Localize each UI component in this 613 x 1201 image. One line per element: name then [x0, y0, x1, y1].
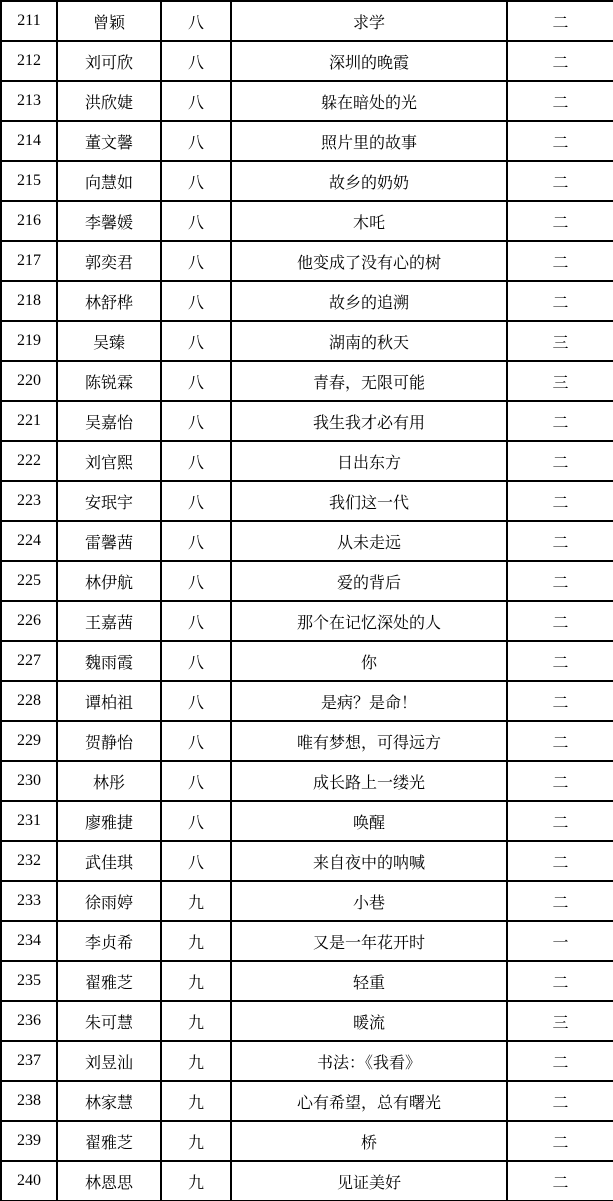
cell-number: 227 [1, 641, 57, 681]
cell-rank: 二 [507, 1081, 613, 1121]
table-row [1, 1001, 613, 1041]
table-row [1, 521, 613, 561]
cell-number: 224 [1, 521, 57, 561]
cell-rank: 二 [507, 121, 613, 161]
cell-title: 见证美好 [231, 1161, 507, 1201]
cell-title: 木吒 [231, 201, 507, 241]
cell-rank: 二 [507, 1, 613, 41]
cell-title: 唤醒 [231, 801, 507, 841]
cell-number: 216 [1, 201, 57, 241]
table-row [1, 41, 613, 81]
cell-grade: 九 [161, 1001, 231, 1041]
cell-rank: 二 [507, 401, 613, 441]
cell-grade: 八 [161, 641, 231, 681]
cell-name: 王嘉茜 [57, 601, 161, 641]
table-row [1, 681, 613, 721]
cell-name: 翟雅芝 [57, 1121, 161, 1161]
cell-grade: 八 [161, 1, 231, 41]
cell-rank: 二 [507, 281, 613, 321]
cell-title: 小巷 [231, 881, 507, 921]
cell-title: 我们这一代 [231, 481, 507, 521]
cell-rank: 二 [507, 1121, 613, 1161]
cell-number: 233 [1, 881, 57, 921]
cell-number: 217 [1, 241, 57, 281]
cell-grade: 九 [161, 1081, 231, 1121]
cell-grade: 八 [161, 441, 231, 481]
cell-number: 218 [1, 281, 57, 321]
cell-title: 湖南的秋天 [231, 321, 507, 361]
cell-title: 心有希望，总有曙光 [231, 1081, 507, 1121]
cell-number: 223 [1, 481, 57, 521]
cell-grade: 九 [161, 1161, 231, 1201]
table-row [1, 441, 613, 481]
cell-number: 226 [1, 601, 57, 641]
cell-rank: 二 [507, 1041, 613, 1081]
cell-rank: 二 [507, 521, 613, 561]
cell-rank: 三 [507, 361, 613, 401]
cell-title: 成长路上一缕光 [231, 761, 507, 801]
cell-number: 225 [1, 561, 57, 601]
cell-grade: 九 [161, 1041, 231, 1081]
cell-number: 231 [1, 801, 57, 841]
cell-rank: 二 [507, 441, 613, 481]
cell-name: 贺静怡 [57, 721, 161, 761]
cell-name: 林家慧 [57, 1081, 161, 1121]
cell-name: 刘可欣 [57, 41, 161, 81]
table-row [1, 881, 613, 921]
table-row [1, 801, 613, 841]
cell-name: 林恩思 [57, 1161, 161, 1201]
cell-grade: 九 [161, 921, 231, 961]
cell-grade: 九 [161, 1121, 231, 1161]
cell-title: 从未走远 [231, 521, 507, 561]
cell-name: 魏雨霞 [57, 641, 161, 681]
cell-rank: 二 [507, 681, 613, 721]
cell-name: 翟雅芝 [57, 961, 161, 1001]
cell-name: 安珉宇 [57, 481, 161, 521]
cell-grade: 八 [161, 521, 231, 561]
cell-grade: 八 [161, 321, 231, 361]
cell-name: 曾颖 [57, 1, 161, 41]
table-row [1, 481, 613, 521]
cell-name: 徐雨婷 [57, 881, 161, 921]
table-row [1, 1081, 613, 1121]
cell-number: 219 [1, 321, 57, 361]
cell-number: 234 [1, 921, 57, 961]
cell-title: 躲在暗处的光 [231, 81, 507, 121]
table-row [1, 1, 613, 41]
cell-name: 吴嘉怡 [57, 401, 161, 441]
cell-grade: 九 [161, 961, 231, 1001]
cell-rank: 二 [507, 761, 613, 801]
cell-rank: 二 [507, 161, 613, 201]
cell-title: 那个在记忆深处的人 [231, 601, 507, 641]
cell-number: 237 [1, 1041, 57, 1081]
cell-title: 我生我才必有用 [231, 401, 507, 441]
cell-title: 爱的背后 [231, 561, 507, 601]
cell-title: 轻重 [231, 961, 507, 1001]
cell-grade: 八 [161, 201, 231, 241]
cell-number: 240 [1, 1161, 57, 1201]
cell-number: 230 [1, 761, 57, 801]
table-row [1, 561, 613, 601]
table-row [1, 1041, 613, 1081]
cell-title: 桥 [231, 1121, 507, 1161]
cell-name: 林伊航 [57, 561, 161, 601]
table-row [1, 281, 613, 321]
cell-grade: 八 [161, 401, 231, 441]
cell-grade: 八 [161, 721, 231, 761]
cell-name: 林舒桦 [57, 281, 161, 321]
table-row [1, 1121, 613, 1161]
cell-rank: 三 [507, 321, 613, 361]
cell-rank: 二 [507, 201, 613, 241]
cell-grade: 八 [161, 601, 231, 641]
cell-grade: 八 [161, 241, 231, 281]
table-row [1, 161, 613, 201]
cell-title: 深圳的晚霞 [231, 41, 507, 81]
table-row [1, 961, 613, 1001]
cell-rank: 二 [507, 1161, 613, 1201]
cell-title: 故乡的追溯 [231, 281, 507, 321]
cell-number: 238 [1, 1081, 57, 1121]
cell-rank: 二 [507, 961, 613, 1001]
cell-title: 日出东方 [231, 441, 507, 481]
table-row [1, 841, 613, 881]
cell-grade: 八 [161, 561, 231, 601]
cell-number: 220 [1, 361, 57, 401]
table-row [1, 921, 613, 961]
cell-title: 照片里的故事 [231, 121, 507, 161]
cell-number: 232 [1, 841, 57, 881]
cell-name: 吴臻 [57, 321, 161, 361]
cell-rank: 三 [507, 1001, 613, 1041]
cell-title: 是病？是命！ [231, 681, 507, 721]
cell-name: 刘昱汕 [57, 1041, 161, 1081]
table-row [1, 241, 613, 281]
cell-name: 李贞希 [57, 921, 161, 961]
cell-grade: 八 [161, 801, 231, 841]
cell-name: 朱可慧 [57, 1001, 161, 1041]
table-row [1, 121, 613, 161]
cell-rank: 二 [507, 481, 613, 521]
cell-number: 212 [1, 41, 57, 81]
cell-name: 向慧如 [57, 161, 161, 201]
cell-title: 来自夜中的呐喊 [231, 841, 507, 881]
cell-number: 228 [1, 681, 57, 721]
cell-number: 213 [1, 81, 57, 121]
table-row [1, 321, 613, 361]
cell-rank: 一 [507, 921, 613, 961]
table-row [1, 761, 613, 801]
cell-rank: 二 [507, 881, 613, 921]
cell-number: 215 [1, 161, 57, 201]
cell-number: 235 [1, 961, 57, 1001]
cell-title: 书法：《我看》 [231, 1041, 507, 1081]
table-row [1, 601, 613, 641]
cell-grade: 八 [161, 121, 231, 161]
cell-grade: 八 [161, 481, 231, 521]
cell-number: 221 [1, 401, 57, 441]
cell-grade: 八 [161, 41, 231, 81]
cell-rank: 二 [507, 721, 613, 761]
cell-rank: 二 [507, 561, 613, 601]
cell-rank: 二 [507, 601, 613, 641]
cell-number: 229 [1, 721, 57, 761]
cell-number: 211 [1, 1, 57, 41]
cell-grade: 八 [161, 681, 231, 721]
cell-grade: 九 [161, 881, 231, 921]
cell-name: 谭柏祖 [57, 681, 161, 721]
cell-grade: 八 [161, 281, 231, 321]
cell-title: 你 [231, 641, 507, 681]
cell-title: 暖流 [231, 1001, 507, 1041]
cell-name: 李馨媛 [57, 201, 161, 241]
cell-name: 刘官熙 [57, 441, 161, 481]
table-row [1, 361, 613, 401]
cell-number: 236 [1, 1001, 57, 1041]
cell-name: 洪欣婕 [57, 81, 161, 121]
table-row [1, 721, 613, 761]
cell-title: 又是一年花开时 [231, 921, 507, 961]
cell-title: 故乡的奶奶 [231, 161, 507, 201]
cell-name: 雷馨茜 [57, 521, 161, 561]
cell-title: 他变成了没有心的树 [231, 241, 507, 281]
cell-rank: 二 [507, 81, 613, 121]
cell-number: 214 [1, 121, 57, 161]
cell-title: 青春，无限可能 [231, 361, 507, 401]
cell-grade: 八 [161, 761, 231, 801]
cell-name: 陈锐霖 [57, 361, 161, 401]
cell-rank: 二 [507, 641, 613, 681]
cell-grade: 八 [161, 161, 231, 201]
cell-title: 唯有梦想，可得远方 [231, 721, 507, 761]
cell-name: 武佳琪 [57, 841, 161, 881]
cell-name: 林彤 [57, 761, 161, 801]
table-row [1, 401, 613, 441]
table-body [1, 1, 613, 1201]
table-row [1, 1161, 613, 1201]
cell-rank: 二 [507, 41, 613, 81]
cell-name: 董文馨 [57, 121, 161, 161]
cell-grade: 八 [161, 81, 231, 121]
table-row [1, 201, 613, 241]
cell-grade: 八 [161, 841, 231, 881]
cell-name: 廖雅捷 [57, 801, 161, 841]
cell-grade: 八 [161, 361, 231, 401]
cell-rank: 二 [507, 241, 613, 281]
cell-rank: 二 [507, 801, 613, 841]
cell-title: 求学 [231, 1, 507, 41]
cell-number: 239 [1, 1121, 57, 1161]
cell-number: 222 [1, 441, 57, 481]
cell-rank: 二 [507, 841, 613, 881]
table-row [1, 641, 613, 681]
cell-name: 郭奕君 [57, 241, 161, 281]
table-row [1, 81, 613, 121]
